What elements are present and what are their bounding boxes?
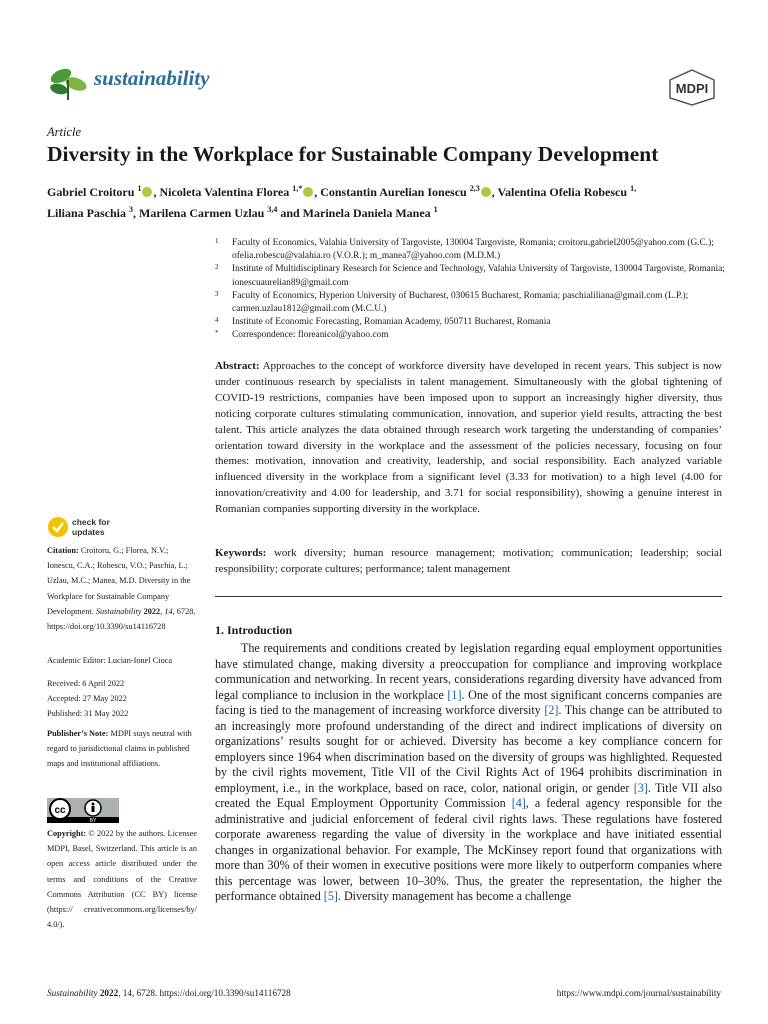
affiliation-4: 4 Institute of Economic Forecasting, Romanian Academy, 050711 Bucharest, Romania bbox=[215, 316, 551, 328]
affiliation-2: 2 Institute of Multidisciplinary Research for Science and Technology, Valahia University of Targoviste, 130004 Targoviste, Romania; ionescuaurelian89@gmail.com bbox=[215, 263, 725, 288]
publisher-note: Publisher’s Note: MDPI stays neutral with regard to jurisdictional claims in published maps and institutional affiliations. bbox=[47, 729, 192, 769]
article-title: Diversity in the Workplace for Sustainable Company Development bbox=[47, 142, 659, 166]
reference-link[interactable]: [4] bbox=[511, 796, 526, 810]
copyright-notice: Copyright: © 2022 by the authors. Licensee MDPI, Basel, Switzerland. This article is an open access article distributed under the terms and conditions of the Creative Commons Attribution (CC BY) license (https:// creativecommons.org/licenses/by/ 4.0/). bbox=[47, 829, 197, 930]
article-type: Article bbox=[47, 125, 82, 139]
abstract: Abstract: Approaches to the concept of workforce diversity have developed in recent years. This subject is now under continuous research by specialists in talent management. Simultaneously with the global tightening of COVID-19 restrictions, companies have been imposed upon to support an increasingly higher diversity, thus noticing corporate cultures stimulating communication, innovation, and superior yield results, attracting the best talent. This article analyzes the data obtained through research work targeting the understanding of companies’ orientation toward diversity in the workplace and the assessment of the policies necessary, focusing on four themes: motivation, innovation and creativity, leadership, and social responsibility. Each analyzed variable influenced diversity in the workplace from a significant level (3.33 for motivation) to a high level (4.00 for innovation/creativity and 4.00 for leadership, and 3.71 for social responsibility), showing a genuine interest in Romanian companies supporting diversity in the workplace. bbox=[215, 360, 722, 516]
mdpi-text: MDPI bbox=[675, 81, 709, 96]
reference-link[interactable]: [5] bbox=[323, 889, 338, 903]
svg-text:BY: BY bbox=[89, 818, 97, 823]
sustainability-logo-icon bbox=[47, 62, 91, 102]
orcid-icon[interactable] bbox=[142, 187, 152, 197]
svg-text:cc: cc bbox=[54, 805, 66, 816]
reference-link[interactable]: [2] bbox=[544, 703, 559, 717]
footer-journal-url[interactable]: https://www.mdpi.com/journal/sustainability bbox=[556, 988, 721, 998]
author-list: Gabriel Croitoru $^1$ , Nicoleta Valentina Florea $^{1,*}$ , Constantin Aurelian Ionescu $^{2,3}$ , Valentina Ofelia Robescu $^{1,}$ Liliana Paschia $^3$, Marilena Carmen Uzlau $^{3,4}$ and Marinela Daniela Manea $^1$ bbox=[47, 184, 637, 220]
check-for-updates-button[interactable]: check for updates bbox=[47, 516, 147, 546]
orcid-icon[interactable] bbox=[481, 187, 491, 197]
keywords: Keywords: work diversity; human resource management; motivation; communication; leadership; social responsibility; corporate cultures; performance; talent management bbox=[215, 547, 722, 575]
correspondence: * Correspondence: floreanicol@yahoo.com bbox=[215, 329, 389, 341]
journal-name: sustainability bbox=[94, 66, 210, 90]
affiliations bbox=[215, 237, 725, 343]
citation: Citation: Croitoru, G.; Florea, N.V.; Ionescu, C.A.; Robescu, V.O.; Paschia, L.; Uzlau, M.C.; Manea, M.D. Diversity in the Workplace for Sustainable Company Development. Sustainability 2022, 14, 6728. https://doi.org/10.3390/su14116728 bbox=[47, 546, 196, 632]
publication-dates: Received: 6 April 2022 Accepted: 27 May 2022 Published: 31 May 2022 bbox=[47, 679, 129, 719]
affiliation-3: 3 Faculty of Economics, Hyperion University of Bucharest, 030615 Bucharest, Romania; paschialiliana@gmail.com (L.P.); carmen.uzlau1812@gmail.com (M.C.U.) bbox=[215, 289, 689, 315]
academic-editor: Academic Editor: Lucian-Ionel Cioca bbox=[47, 656, 173, 665]
footer-citation: Sustainability 2022, 14, 6728. https://doi.org/10.3390/su14116728 bbox=[47, 988, 291, 998]
cc-by-license-icon[interactable] bbox=[47, 798, 119, 823]
introduction-body: The requirements and conditions created by legislation regarding equal employment opportunities have stimulated change, making diversity a preoccupation for compliance and improving workplace communication and networking. In recent years, considerations regarding diversity have advanced from legal compliance to inclusion in the workplace [1]. One of the most significant concerns companies are facing is tied to the management of increasing workforce diversity [2]. This change can be attributed to an increasingly more profound understanding of the direct and indirect implications of diversity on organizations’ results sought for or achieved. Diversity has become a key compliance concern for employers since 1964 when discrimination based on the diversity of groups was highlighted. Requested by the civil rights movement, Title VII of the Civil Rights Act of 1964 prohibits discrimination in employment, i.e., in the workplace, based on race, color, national origin, or gender [3]. Title VII also created the Equal Employment Opportunity Commission [4], a federal agency responsible for the administrative and judicial enforcement of federal civil rights laws. These regulations have fostered corporate awareness regarding the value of diversity in the workplace and have initiated essential changes in organizational behavior. For example, The McKinsey report found that organizations with more than 30% of their women in executive positions were more likely to outperform companies where this percentage was lower, between 10–30%. Thus, the greater the representation, the higher the performance obtained [5]. Diversity management has become a challenge bbox=[215, 641, 723, 903]
section-heading: 1. Introduction bbox=[215, 623, 293, 637]
check-updates-icon bbox=[47, 516, 69, 538]
mdpi-logo-icon bbox=[664, 68, 720, 106]
reference-link[interactable]: [1] bbox=[447, 687, 462, 702]
orcid-icon[interactable] bbox=[303, 187, 313, 197]
affiliation-1: 1 Faculty of Economics, Valahia University of Targoviste, 130004 Targoviste, Romania; croitoru.gabriel2005@yahoo.com (G.C.); ofelia.robescu@valahia.ro (V.O.R.); m_manea7@yahoo.com (M.D.M.) bbox=[215, 237, 714, 262]
section-divider bbox=[215, 596, 722, 597]
reference-link[interactable]: [3] bbox=[633, 780, 648, 795]
